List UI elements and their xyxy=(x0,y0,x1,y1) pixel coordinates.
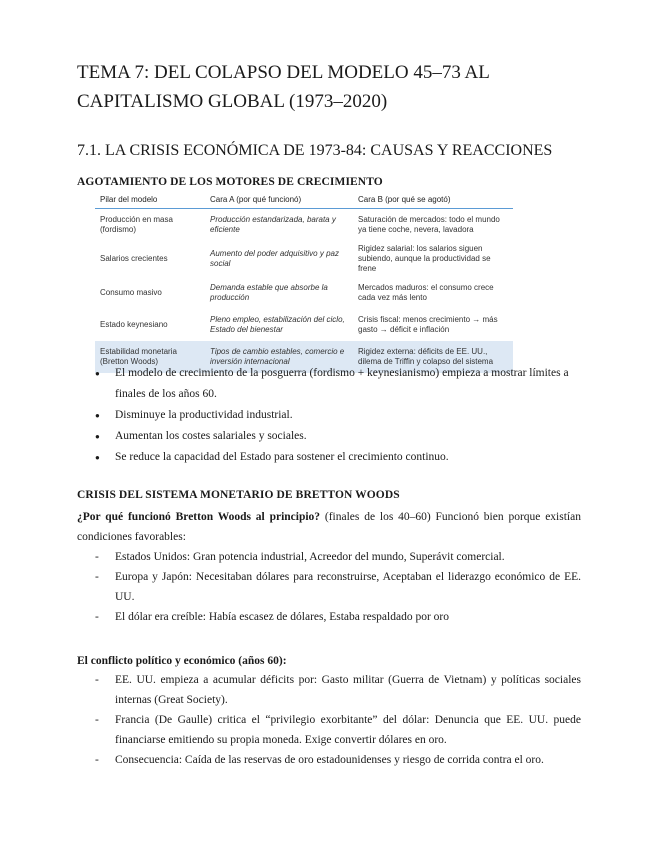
list-item: - Consecuencia: Caída de las reservas de oro estadounidenses y riesgo de corrida contra el oro. xyxy=(95,750,581,770)
list-item: - Europa y Japón: Necesitaban dólares para reconstruirse, Aceptaban el liderazgo económico de EE. UU. xyxy=(95,567,581,607)
table-cell-side-a: Pleno empleo, estabilización del ciclo, Estado del bienestar xyxy=(210,315,345,334)
table-cell-pillar: Consumo masivo xyxy=(100,288,162,297)
table-cell-pillar: Salarios crecientes xyxy=(100,254,168,263)
subsection-heading-bretton-woods: CRISIS DEL SISTEMA MONETARIO DE BRETTON WOODS xyxy=(77,489,400,501)
table-row xyxy=(95,241,513,277)
section-heading: 7.1. LA CRISIS ECONÓMICA DE 1973-84: CAUSAS Y REACCIONES xyxy=(77,142,553,159)
list-item: ● Disminuye la productividad industrial. xyxy=(95,405,583,426)
list-item: ● Aumentan los costes salariales y sociales. xyxy=(95,426,583,447)
list-item: ● Se reduce la capacidad del Estado para sostener el crecimiento continuo. xyxy=(95,447,583,468)
list-item: - El dólar era creíble: Había escasez de dólares, Estaba respaldado por oro xyxy=(95,607,581,627)
table-cell-side-b: Saturación de mercados: todo el mundo ya tiene coche, nevera, lavadora xyxy=(358,215,500,234)
table-cell-pillar: Producción en masa (fordismo) xyxy=(100,215,173,234)
subsection-heading-growth: AGOTAMIENTO DE LOS MOTORES DE CRECIMIENTO xyxy=(77,176,383,188)
favorable-conditions-list xyxy=(95,547,581,627)
table-cell-side-a: Producción estandarizada, barata y eficiente xyxy=(210,215,336,234)
table-row xyxy=(95,209,513,242)
table-cell-side-a: Tipos de cambio estables, comercio e inversión internacional xyxy=(205,341,353,373)
table-row xyxy=(95,309,513,341)
table-cell-side-a: Demanda estable que absorbe la producción xyxy=(210,283,328,302)
table-cell-side-b: Mercados maduros: el consumo crece cada vez más lento xyxy=(358,283,494,302)
document-title: TEMA 7: DEL COLAPSO DEL MODELO 45–73 AL CAPITALISMO GLOBAL (1973–2020) xyxy=(77,62,490,112)
bretton-woods-question-paragraph xyxy=(77,507,581,547)
table-cell-side-a: Aumento del poder adquisitivo y paz social xyxy=(210,249,339,268)
table-cell-side-b: Crisis fiscal: menos crecimiento → más gasto → déficit e inflación xyxy=(358,315,498,334)
table-header-pillar: Pilar del modelo xyxy=(95,192,205,209)
table-header-side-b: Cara B (por qué se agotó) xyxy=(353,192,513,209)
growth-pillars-table xyxy=(95,192,513,373)
table-cell-side-b: Rigidez externa: déficits de EE. UU., dilema de Triffin y colapso del sistema xyxy=(353,341,513,373)
table-row xyxy=(95,277,513,309)
table-header-row xyxy=(95,192,513,209)
table-cell-pillar: Estabilidad monetaria (Bretton Woods) xyxy=(95,341,205,373)
list-item: - EE. UU. empieza a acumular déficits por: Gasto militar (Guerra de Vietnam) y políticas sociales internas (Great Society). xyxy=(95,670,581,710)
question-rest-text: (finales de los 40–60) Funcionó bien porque existían condiciones favorables: xyxy=(77,511,581,543)
question-bold-text: ¿Por qué funcionó Bretton Woods al principio? xyxy=(77,511,321,523)
list-item: - Francia (De Gaulle) critica el “privilegio exorbitante” del dólar: Denuncia que EE. UU. puede financiarse emitiendo su propia moneda. Exige convertir dólares en oro. xyxy=(95,710,581,750)
conflict-list xyxy=(95,670,581,770)
table-cell-side-b: Rigidez salarial: los salarios siguen subiendo, aunque la productividad se frene xyxy=(358,244,491,273)
conflict-heading: El conflicto político y económico (años 60): xyxy=(77,655,287,667)
table-cell-pillar: Estado keynesiano xyxy=(100,320,168,329)
list-item: - Estados Unidos: Gran potencia industrial, Acreedor del mundo, Superávit comercial. xyxy=(95,547,581,567)
table-header-side-a: Cara A (por qué funcionó) xyxy=(205,192,353,209)
list-item: ● El modelo de crecimiento de la posguerra (fordismo + keynesianismo) empieza a mostrar límites a finales de los años 60. xyxy=(95,363,583,405)
growth-bullet-list xyxy=(95,363,583,468)
